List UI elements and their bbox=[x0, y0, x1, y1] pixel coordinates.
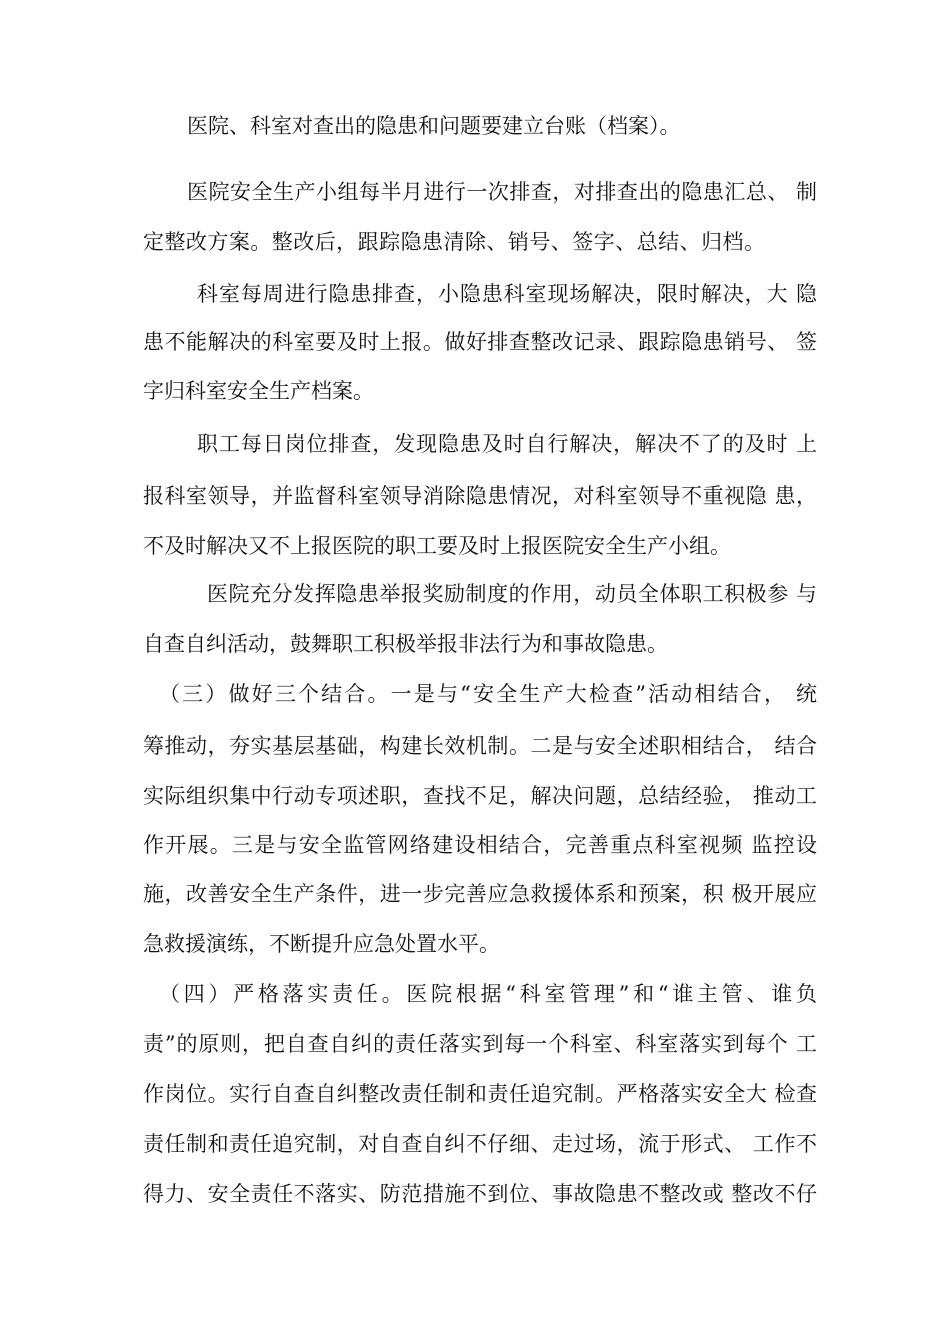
text-line: 施，改善安全生产条件，进一步完善应急救援体系和预案，积 极开展应 bbox=[143, 882, 817, 906]
text-line: 医院安全生产小组每半月进行一次排查，对排查出的隐患汇总、 制 bbox=[187, 180, 817, 204]
text-line: 作岗位。实行自查自纠整改责任制和责任追究制。严格落实安全大 检查 bbox=[143, 1082, 817, 1106]
text-line: 责”的原则，把自查自纠的责任落实到每一个科室、科室落实到每个 工 bbox=[143, 1032, 817, 1056]
text-line: 责任制和责任追究制，对自查自纠不仔细、走过场，流于形式、 工作不 bbox=[143, 1132, 817, 1156]
text-line: 定整改方案。整改后，跟踪隐患清除、销号、签字、总结、归档。 bbox=[143, 230, 765, 254]
text-line: 报科室领导，并监督科室领导消除隐患情况，对科室领导不重视隐 患， bbox=[143, 484, 817, 508]
text-line: 患不能解决的科室要及时上报。做好排查整改记录、跟踪隐患销号、 签 bbox=[143, 330, 817, 354]
text-line: 自查自纠活动，鼓舞职工积极举报非法行为和事故隐患。 bbox=[143, 632, 668, 656]
text-line: 不及时解决又不上报医院的职工要及时上报医院安全生产小组。 bbox=[143, 534, 731, 558]
text-line: （三）做好三个结合。一是与“安全生产大检查”活动相结合， 统 bbox=[159, 682, 817, 706]
text-line: （四）严格落实责任。医院根据“科室管理”和“谁主管、谁负 bbox=[159, 982, 817, 1006]
text-line: 得力、安全责任不落实、防范措施不到位、事故隐患不整改或 整改不仔 bbox=[143, 1182, 817, 1206]
text-line: 急救援演练，不断提升应急处置水平。 bbox=[143, 932, 500, 956]
text-line: 医院充分发挥隐患举报奖励制度的作用，动员全体职工积极参 与 bbox=[207, 582, 817, 606]
text-line: 字归科室安全生产档案。 bbox=[143, 379, 374, 403]
text-line: 实际组织集中行动专项述职，查找不足，解决问题，总结经验， 推动工 bbox=[143, 784, 817, 808]
text-line: 科室每周进行隐患排查，小隐患科室现场解决，限时解决，大 隐 bbox=[197, 282, 817, 306]
text-line: 医院、科室对查出的隐患和问题要建立台账（档案）。 bbox=[187, 114, 681, 138]
text-line: 作开展。三是与安全监管网络建设相结合，完善重点科室视频 监控设 bbox=[143, 833, 817, 857]
text-line: 筹推动，夯实基层基础，构建长效机制。二是与安全述职相结合， 结合 bbox=[143, 734, 817, 758]
text-line: 职工每日岗位排查，发现隐患及时自行解决，解决不了的及时 上 bbox=[197, 432, 817, 456]
